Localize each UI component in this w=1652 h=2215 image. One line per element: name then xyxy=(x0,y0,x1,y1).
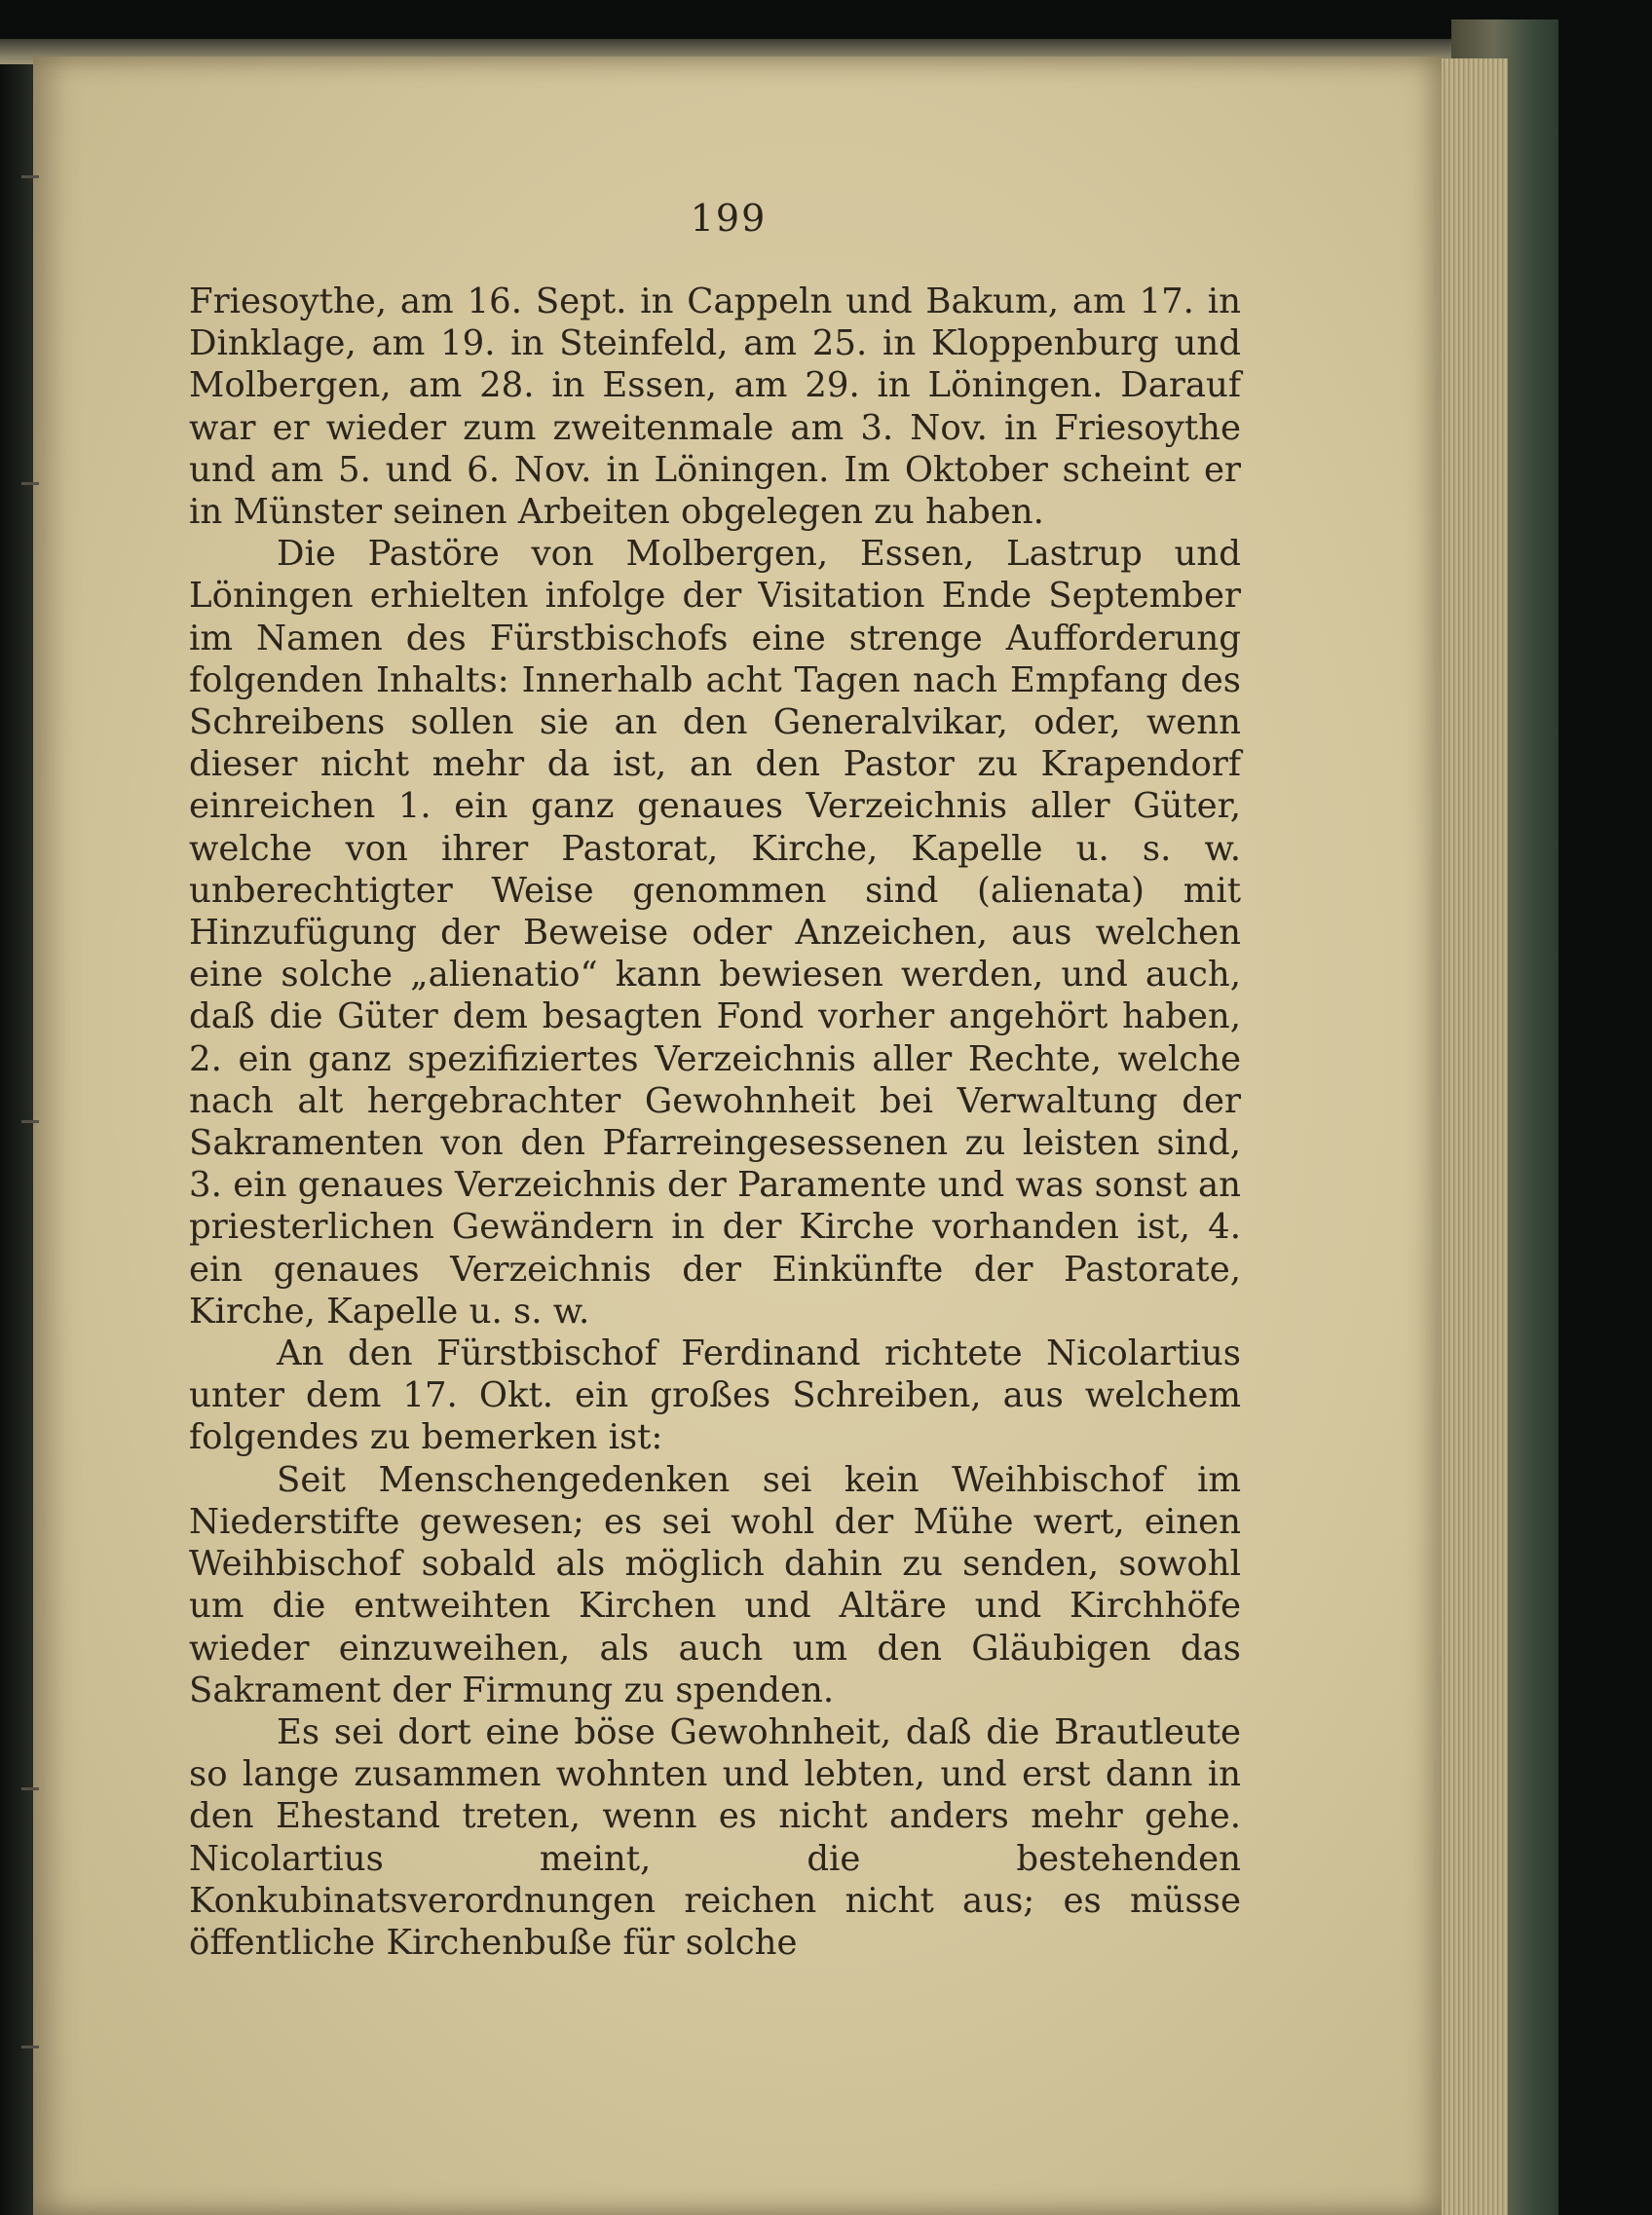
page-edges xyxy=(1430,58,1508,2215)
binding-thread-mark xyxy=(21,2046,39,2048)
binding-thread-mark xyxy=(21,175,39,178)
book-page xyxy=(33,56,1442,2215)
binding-thread-mark xyxy=(21,1787,39,1790)
binding-thread-mark xyxy=(21,1120,39,1123)
page-number: 199 xyxy=(690,197,768,240)
paragraph-4: Seit Menschengedenken sei kein Weihbischof im Niederstifte gewesen; es sei wohl der Mühe wert, einen Weihbischof sobald als möglich dahin zu senden, sowohl um die entweihten Kirchen und Altäre und Kirchhöfe wieder einzuweihen, als auch um den Gläubigen das Sakrament der Firmung zu spenden. xyxy=(189,1459,1241,1710)
body-text xyxy=(189,281,1241,1964)
paragraph-2: Die Pastöre von Molbergen, Essen, Lastrup und Löningen erhielten infolge der Visitation Ende September im Namen des Fürstbischofs eine strenge Aufforderung folgenden Inhalts: Innerhalb acht Tagen nach Empfang des Schreibens sollen sie an den Generalvikar, oder, wenn dieser nicht mehr da ist, an den Pastor zu Krapendorf einreichen 1. ein ganz genaues Verzeichnis aller Güter, welche von ihrer Pastorat, Kirche, Kapelle u. s. w. unberechtigter Weise genommen sind (alienata) mit Hinzufügung der Beweise oder Anzeichen, aus welchen eine solche „alienatio“ kann bewiesen werden, und auch, daß die Güter dem besagten Fond vorher angehört haben, 2. ein ganz spezifiziertes Verzeichnis aller Rechte, welche nach alt hergebrachter Gewohnheit bei Verwaltung der Sakramenten von den Pfarreingesessenen zu leisten sind, 3. ein genaues Verzeichnis der Paramente und was sonst an priesterlichen Gewändern in der Kirche vorhanden ist, 4. ein genaues Verzeichnis der Einkünfte der Pastorate, Kirche, Kapelle u. s. w. xyxy=(189,534,1241,1332)
paragraph-1: Friesoythe, am 16. Sept. in Cappeln und Bakum, am 17. in Dinklage, am 19. in Steinfeld, am 25. in Kloppenburg und Molbergen, am 28. in Essen, am 29. in Löningen. Darauf war er wieder zum zweitenmale am 3. Nov. in Friesoythe und am 5. und 6. Nov. in Löningen. Im Oktober scheint er in Münster seinen Arbeiten obgelegen zu haben. xyxy=(189,282,1241,533)
binding-thread-mark xyxy=(21,482,39,485)
paragraph-5: Es sei dort eine böse Gewohnheit, daß die Brautleute so lange zusammen wohnten und lebten, und erst dann in den Ehestand treten, wenn es nicht anders mehr gehe. Nicolartius meint, die bestehenden Konkubinatsverordnungen reichen nicht aus; es müsse öffentliche Kirchenbuße für solche xyxy=(189,1711,1241,1963)
paragraph-3: An den Fürstbischof Ferdinand richtete Nicolartius unter dem 17. Okt. ein großes Schreiben, aus welchem folgendes zu bemerken ist: xyxy=(189,1333,1241,1458)
book-cover-left xyxy=(0,39,33,2215)
